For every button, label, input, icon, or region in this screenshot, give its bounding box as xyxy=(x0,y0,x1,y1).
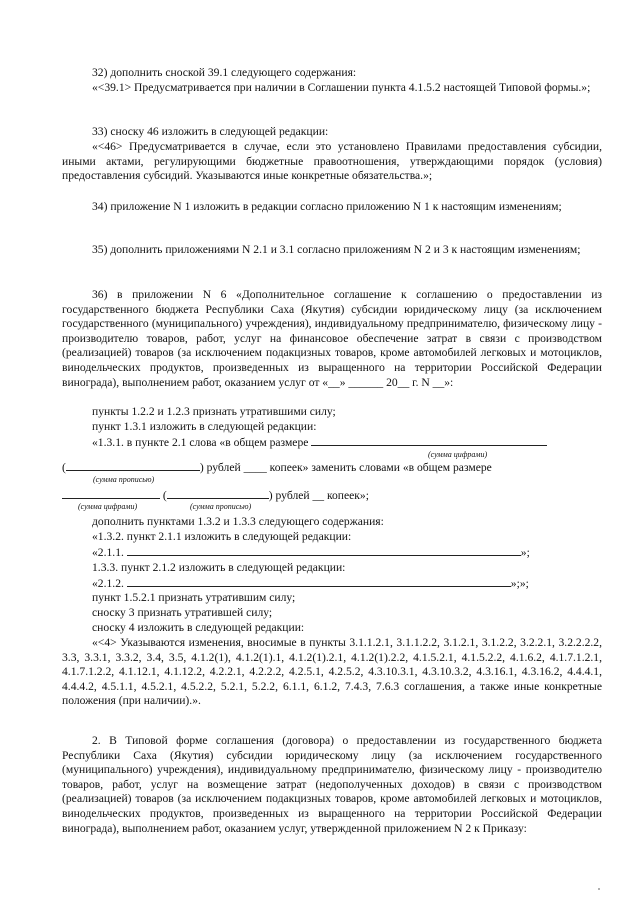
paren-open: ( xyxy=(62,461,66,474)
line-3-text: «1.3.1. в пункте 2.1 слова «в общем размере xyxy=(92,436,309,449)
item-36-intro: 36) в приложении N 6 «Дополнительное соглашение к соглашению о предоставлении из государственного бюджета Республики Саха (Якутия) субсидии юридическому лицу (за исключением государственного (муниципального) учреждения), индивидуальному предпринимателю, физическому лицу - производителю товаров, работ, услуг на финансовое обеспечение затрат в связи с производством (реализацией) товаров (за исключением подакцизных товаров, кроме автомобилей легковых и мотоциклов, винодельческих продуктов, произведенных из выращенного на территории Российской Федерации винограда), выполнением работ, оказанием услуг от «__» ______ 20__ г. N __»: xyxy=(62,288,602,389)
item-32-heading: 32) дополнить сноской 39.1 следующего содержания: xyxy=(92,66,357,79)
item-34: 34) приложение N 1 изложить в редакции согласно приложению N 1 к настоящим изменениям; xyxy=(92,200,562,213)
caption-sum-digits: (сумма цифрами) xyxy=(428,450,488,459)
clause-2-1-2-blank xyxy=(127,576,511,587)
item-32-body: «<39.1> Предусматривается при наличии в Соглашении пункта 4.1.5.2 настоящей Типовой формы.»; xyxy=(92,81,591,94)
item-36-line-1: пункты 1.2.2 и 1.2.3 признать утратившими силу; xyxy=(92,405,336,418)
item-33-heading: 33) сноску 46 изложить в следующей редакции: xyxy=(92,125,329,138)
item-36-line-11: пункт 1.5.2.1 признать утратившим силу; xyxy=(92,591,296,604)
item-36-line-7: «1.3.2. пункт 2.1.1 изложить в следующей редакции: xyxy=(92,530,352,543)
item-33-body: «<46> Предусматривается в случае, если это установлено Правилами предоставления субсидии, иными актами, регулирующими бюджетные правоотношения, утверждающими порядок (условия) предоставления субсидий. Указываются иные конкретные обязательства.»; xyxy=(62,140,602,183)
caption-sum-words: (сумма прописью) xyxy=(93,475,155,484)
item-36-line-12: сноску 3 признать утратившей силу; xyxy=(92,606,273,619)
clause-2-1-1-blank xyxy=(127,545,521,556)
caption-sum-digits-2: (сумма цифрами) xyxy=(78,502,138,511)
paren-open-2: ( xyxy=(162,489,167,502)
clause-2-1-2-end: »;»; xyxy=(510,577,529,590)
item-36-line-5 xyxy=(62,488,572,504)
line-4-text: ) рублей ____ копеек» заменить словами «в общем размере xyxy=(199,461,492,474)
item-36-line-4 xyxy=(62,460,572,476)
amount-digits-blank xyxy=(311,435,547,446)
new-amount-digits-blank xyxy=(62,488,160,499)
item-36-line-2: пункт 1.3.1 изложить в следующей редакции: xyxy=(92,420,317,433)
item-36-line-6: дополнить пунктами 1.3.2 и 1.3.3 следующего содержания: xyxy=(92,515,384,528)
amount-words-blank xyxy=(66,460,200,471)
footnote-4: «<4> Указываются изменения, вносимые в пункты 3.1.1.2.1, 3.1.1.2.2, 3.1.2.1, 3.1.2.2, 3.2.2.1, 3.2.2.2.2, 3.3, 3.3.1, 3.3.2, 3.4, 3.5, 4.1.2(1), 4.1.2(1).1, 4.1.2(1).2.1, 4.1.2(1).2.2, 4.1.5.2.1, 4.1.5.2.2, 4.1.6.2, 4.1.7.1.2.1, 4.1.7.1.2.2, 4.1.12.1, 4.1.12.2, 4.2.2.1, 4.2.2.2, 4.2.5.1, 4.2.5.2, 4.3.10.3.1, 4.3.10.3.2, 4.3.16.1, 4.3.16.2, 4.4.4.1, 4.4.4.2, 4.5.1.1, 4.5.2.1, 4.5.2.2, 5.2.1, 5.2.2, 6.1.1, 6.1.2, 7.4.3, 7.6.3 соглашения, а также иные конкретные положения (при наличии).». xyxy=(62,636,602,708)
item-36-line-10 xyxy=(92,576,602,592)
item-36-line-13: сноску 4 изложить в следующей редакции: xyxy=(92,621,305,634)
clause-2-1-2-label: «2.1.2. xyxy=(92,577,124,590)
item-36-line-9: 1.3.3. пункт 2.1.2 изложить в следующей редакции: xyxy=(92,561,346,574)
clause-2-1-1-label: «2.1.1. xyxy=(92,546,124,559)
section-2: 2. В Типовой форме соглашения (договора) о предоставлении из государственного бюджета Республики Саха (Якутия) субсидии юридическому лицу (за исключением государственного (муниципального) учреждения), индивидуальному предпринимателю, физическому лицу - производителю товаров, работ, услуг на возмещение затрат (недополученных доходов) в связи с производством (реализацией) товаров (за исключением подакцизных товаров, кроме автомобилей легковых и мотоциклов, винодельческих продуктов, произведенных из выращенного на территории Российской Федерации винограда), выполнением работ, оказанием услуг, утвержденной приложением N 2 к Приказу: xyxy=(62,734,602,835)
caption-sum-words-2: (сумма прописью) xyxy=(190,502,252,511)
line-5-text: ) рублей __ копеек»; xyxy=(268,489,369,502)
item-36-line-3 xyxy=(92,435,602,451)
clause-2-1-1-end: »; xyxy=(520,546,530,559)
item-36-line-8 xyxy=(92,545,602,561)
item-35: 35) дополнить приложениями N 2.1 и 3.1 согласно приложениям N 2 и 3 к настоящим изменениям; xyxy=(92,243,581,256)
scan-speck xyxy=(598,888,600,890)
new-amount-words-blank xyxy=(167,488,269,499)
